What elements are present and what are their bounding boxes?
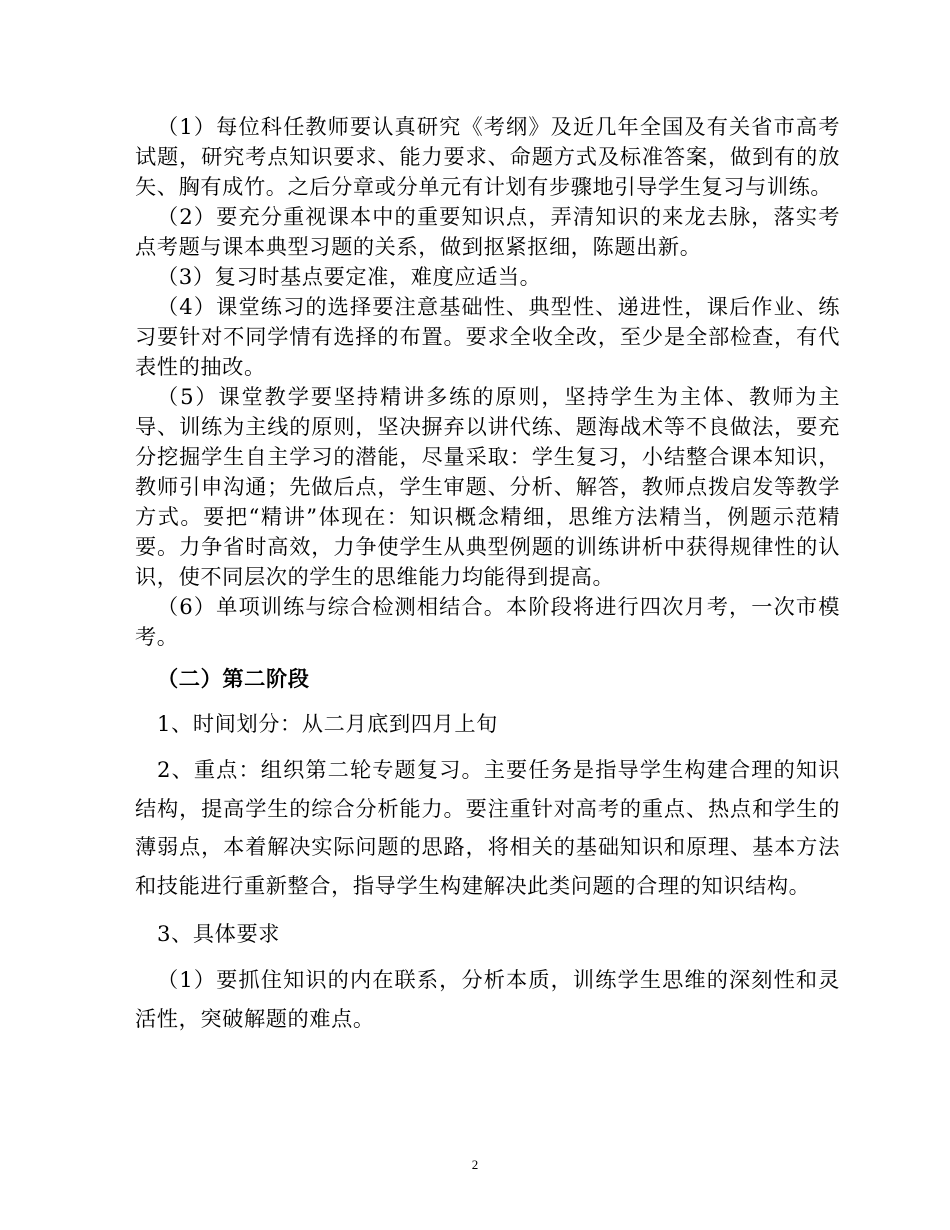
paragraph-time-division: 1、时间划分：从二月底到四月上旬 [157, 711, 498, 736]
paragraph-item-1: （1）每位科任教师要认真研究《考纲》及近几年全国及有关省市高考试题，研究考点知识要求、能力要求、命题方式及标准答案，做到有的放矢、胸有成竹。之后分章或分单元有计划有步骤地引导学生复习与训练。 [135, 114, 840, 199]
paragraph-item-2: （2）要充分重视课本中的重要知识点，弄清知识的来龙去脉，落实考点考题与课本典型习题的关系，做到抠紧抠细，陈题出新。 [135, 204, 840, 259]
paragraph-focus: 2、重点：组织第二轮专题复习。主要任务是指导学生构建合理的知识结构，提高学生的综合分析能力。要注重针对高考的重点、热点和学生的薄弱点，本着解决实际问题的思路，将相关的基础知识和原理、基本方法和技能进行重新整合，指导学生构建解决此类问题的合理的知识结构。 [135, 757, 840, 898]
paragraph-item-3: （3）复习时基点要定准，难度应适当。 [157, 264, 542, 289]
page-number: 2 [471, 1157, 479, 1172]
section-heading-stage2: （二）第二阶段 [157, 666, 310, 691]
paragraph-item-5: （5）课堂教学要坚持精讲多练的原则，坚持学生为主体、教师为主导、训练为主线的原则，坚决摒弃以讲代练、题海战术等不良做法，要充分挖掘学生自主学习的潜能，尽量采取：学生复习，小结整合课本知识，教师引申沟通；先做后点，学生审题、分析、解答，教师点拨启发等教学方式。要把“精讲”体现在：知识概念精细，思维方法精当，例题示范精要。力争省时高效，力争使学生从典型例题的训练讲析中获得规律性的认识，使不同层次的学生的思维能力均能得到提高。 [135, 384, 840, 589]
paragraph-item-6: （6）单项训练与综合检测相结合。本阶段将进行四次月考，一次市模考。 [135, 594, 840, 649]
paragraph-requirements-title: 3、具体要求 [157, 921, 281, 946]
document-body [135, 112, 840, 1038]
paragraph-item-4: （4）课堂练习的选择要注意基础性、典型性、递进性，课后作业、练习要针对不同学情有选择的布置。要求全收全改，至少是全部检查，有代表性的抽改。 [135, 294, 840, 379]
paragraph-requirement-1: （1）要抓住知识的内在联系，分析本质，训练学生思维的深刻性和灵活性，突破解题的难点。 [135, 967, 840, 1031]
